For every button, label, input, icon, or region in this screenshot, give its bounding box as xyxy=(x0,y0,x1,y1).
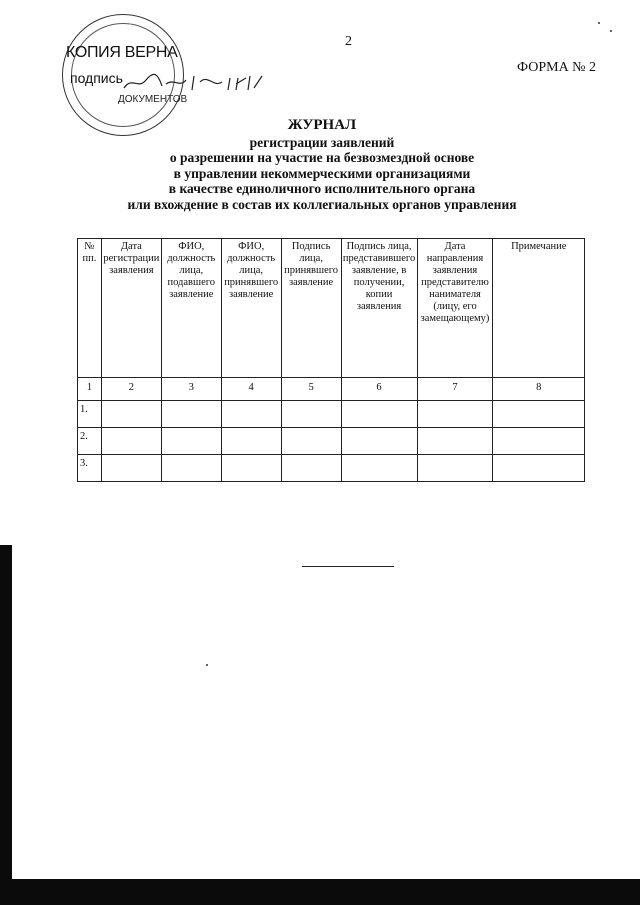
table-cell xyxy=(493,401,585,428)
header-cell: № пп. xyxy=(78,239,102,378)
table-cell xyxy=(161,455,221,482)
table-cell xyxy=(221,401,281,428)
scan-edge-left xyxy=(0,545,12,905)
stamp-sign-text: подпись xyxy=(70,70,123,86)
table-cell xyxy=(341,455,417,482)
title-line-4: в качестве единоличного исполнительного органа xyxy=(168,181,476,196)
table-cell xyxy=(341,428,417,455)
table-cell xyxy=(417,428,493,455)
scan-speck xyxy=(598,22,600,24)
journal-table xyxy=(77,238,585,482)
table-row xyxy=(78,428,585,455)
title-line-2: о разрешении на участие на безвозмездной основе xyxy=(169,150,475,165)
journal-title: ЖУРНАЛ xyxy=(287,117,357,133)
page-number: 2 xyxy=(345,34,352,49)
journal-title-block xyxy=(60,118,584,212)
table-cell xyxy=(221,428,281,455)
column-number: 3 xyxy=(161,378,221,401)
header-cell: Дата регистрации заявления xyxy=(101,239,161,378)
table-cell xyxy=(493,455,585,482)
column-number: 2 xyxy=(101,378,161,401)
table-cell xyxy=(417,401,493,428)
header-row xyxy=(78,239,585,378)
table-cell xyxy=(281,428,341,455)
column-number: 4 xyxy=(221,378,281,401)
row-number: 2. xyxy=(78,428,102,455)
column-number-row xyxy=(78,378,585,401)
column-number: 6 xyxy=(341,378,417,401)
column-number: 7 xyxy=(417,378,493,401)
table-cell xyxy=(101,455,161,482)
stamp-docs-text: ДОКУМЕНТОВ xyxy=(118,94,188,105)
header-cell: ФИО, должность лица, подавшего заявление xyxy=(161,239,221,378)
table-cell xyxy=(417,455,493,482)
header-cell: ФИО, должность лица, принявшего заявление xyxy=(221,239,281,378)
header-cell: Подпись лица, представившего заявление, в получении, копии заявления xyxy=(341,239,417,378)
table-row xyxy=(78,401,585,428)
title-line-3: в управлении некоммерческими организациями xyxy=(173,165,471,181)
table-cell xyxy=(161,428,221,455)
column-number: 8 xyxy=(493,378,585,401)
form-number: ФОРМА № 2 xyxy=(517,60,597,75)
table-cell xyxy=(161,401,221,428)
stamp-copy-text: КОПИЯ ВЕРНА xyxy=(66,44,178,61)
scan-speck xyxy=(610,30,612,32)
table-cell xyxy=(101,428,161,455)
scan-speck xyxy=(206,664,208,666)
column-number: 5 xyxy=(281,378,341,401)
header-cell: Примечание xyxy=(493,239,585,378)
table-cell xyxy=(281,401,341,428)
header-cell: Подпись лица, принявшего заявление xyxy=(281,239,341,378)
title-line-5: или вхождение в состав их коллегиальных органов управления xyxy=(127,196,517,212)
title-line-1: регистрации заявлений xyxy=(249,134,395,150)
row-number: 1. xyxy=(78,401,102,428)
row-number: 3. xyxy=(78,455,102,482)
table-cell xyxy=(281,455,341,482)
scan-edge-bottom xyxy=(0,879,640,905)
horizontal-rule xyxy=(302,566,394,567)
column-number: 1 xyxy=(78,378,102,401)
table-cell xyxy=(493,428,585,455)
table-cell xyxy=(221,455,281,482)
header-cell: Дата направления заявления представителю нанимателя (лицу, его замещающему) xyxy=(417,239,493,378)
table-row xyxy=(78,455,585,482)
handwritten-signature xyxy=(122,70,267,94)
table-cell xyxy=(101,401,161,428)
table-cell xyxy=(341,401,417,428)
